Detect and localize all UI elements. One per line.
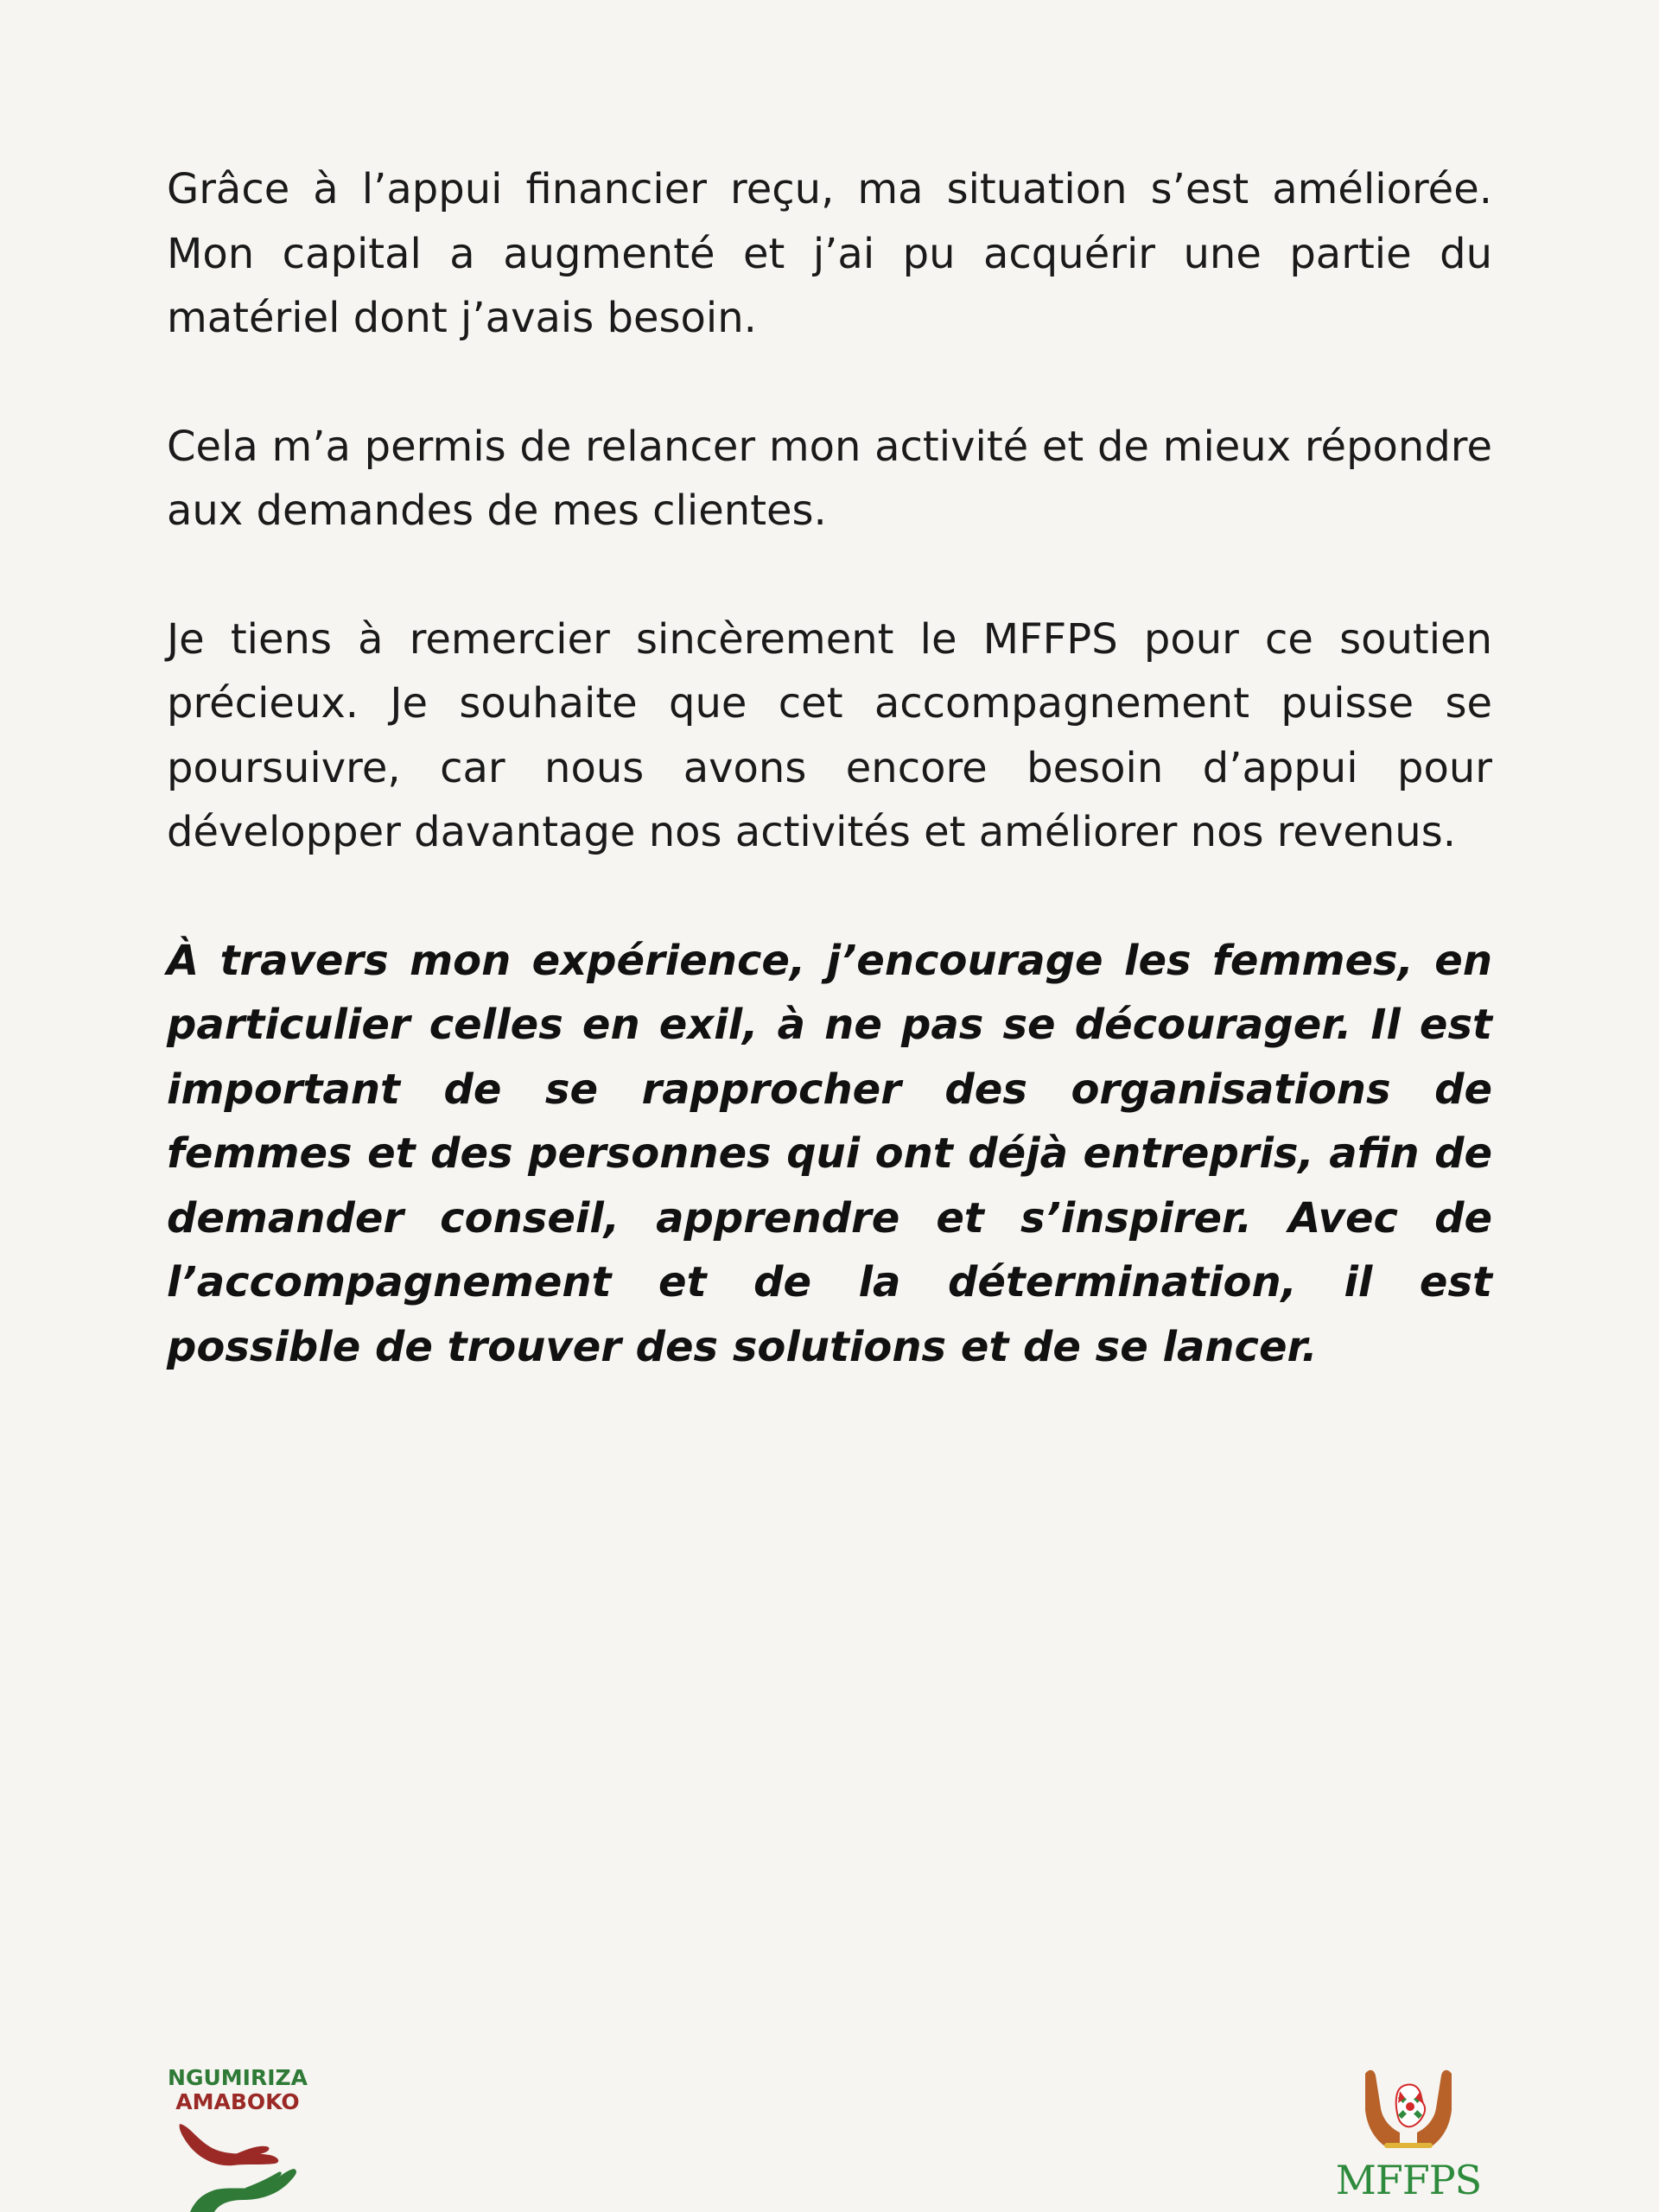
closing-message: À travers mon expérience, j’encourage les femmes, en particulier celles en exil, à ne pas se décourager. Il est important de se rapprocher des organisations de femmes et des personnes qui ont déjà entrepris, afin de demander conseil, apprendre et s’inspirer. Avec de l’accompagnement et de la détermination, il est possible de trouver des solutions et de se lancer.	[167, 936, 1492, 1371]
logo-left-line2: AMABOKO	[175, 2089, 300, 2114]
ngumiriza-amaboko-logo	[164, 2056, 320, 2212]
logo-left-line1: NGUMIRIZA	[168, 2065, 308, 2090]
paragraph-thanks: Je tiens à remercier sincèrement le MFFPS pour ce soutien précieux. Je souhaite que cet accompagnement puisse se poursuivre, car nous avons encore besoin d’appui pour développer davantage nos activités et améliorer nos revenus.	[167, 614, 1492, 856]
mffps-wordmark: MFFPS	[1335, 2157, 1482, 2203]
document-body	[167, 157, 1492, 1443]
paragraph-activity-relaunch: Cela m’a permis de relancer mon activité et de mieux répondre aux demandes de mes clientes.	[167, 422, 1492, 535]
hands-icon	[173, 2117, 302, 2212]
raised-hands-map-icon	[1357, 2065, 1460, 2160]
paragraph-financial-support: Grâce à l’appui financier reçu, ma situation s’est améliorée. Mon capital a augmenté et j’ai pu acquérir une partie du matériel dont j’avais besoin.	[167, 165, 1492, 342]
mffps-logo	[1322, 2056, 1495, 2212]
